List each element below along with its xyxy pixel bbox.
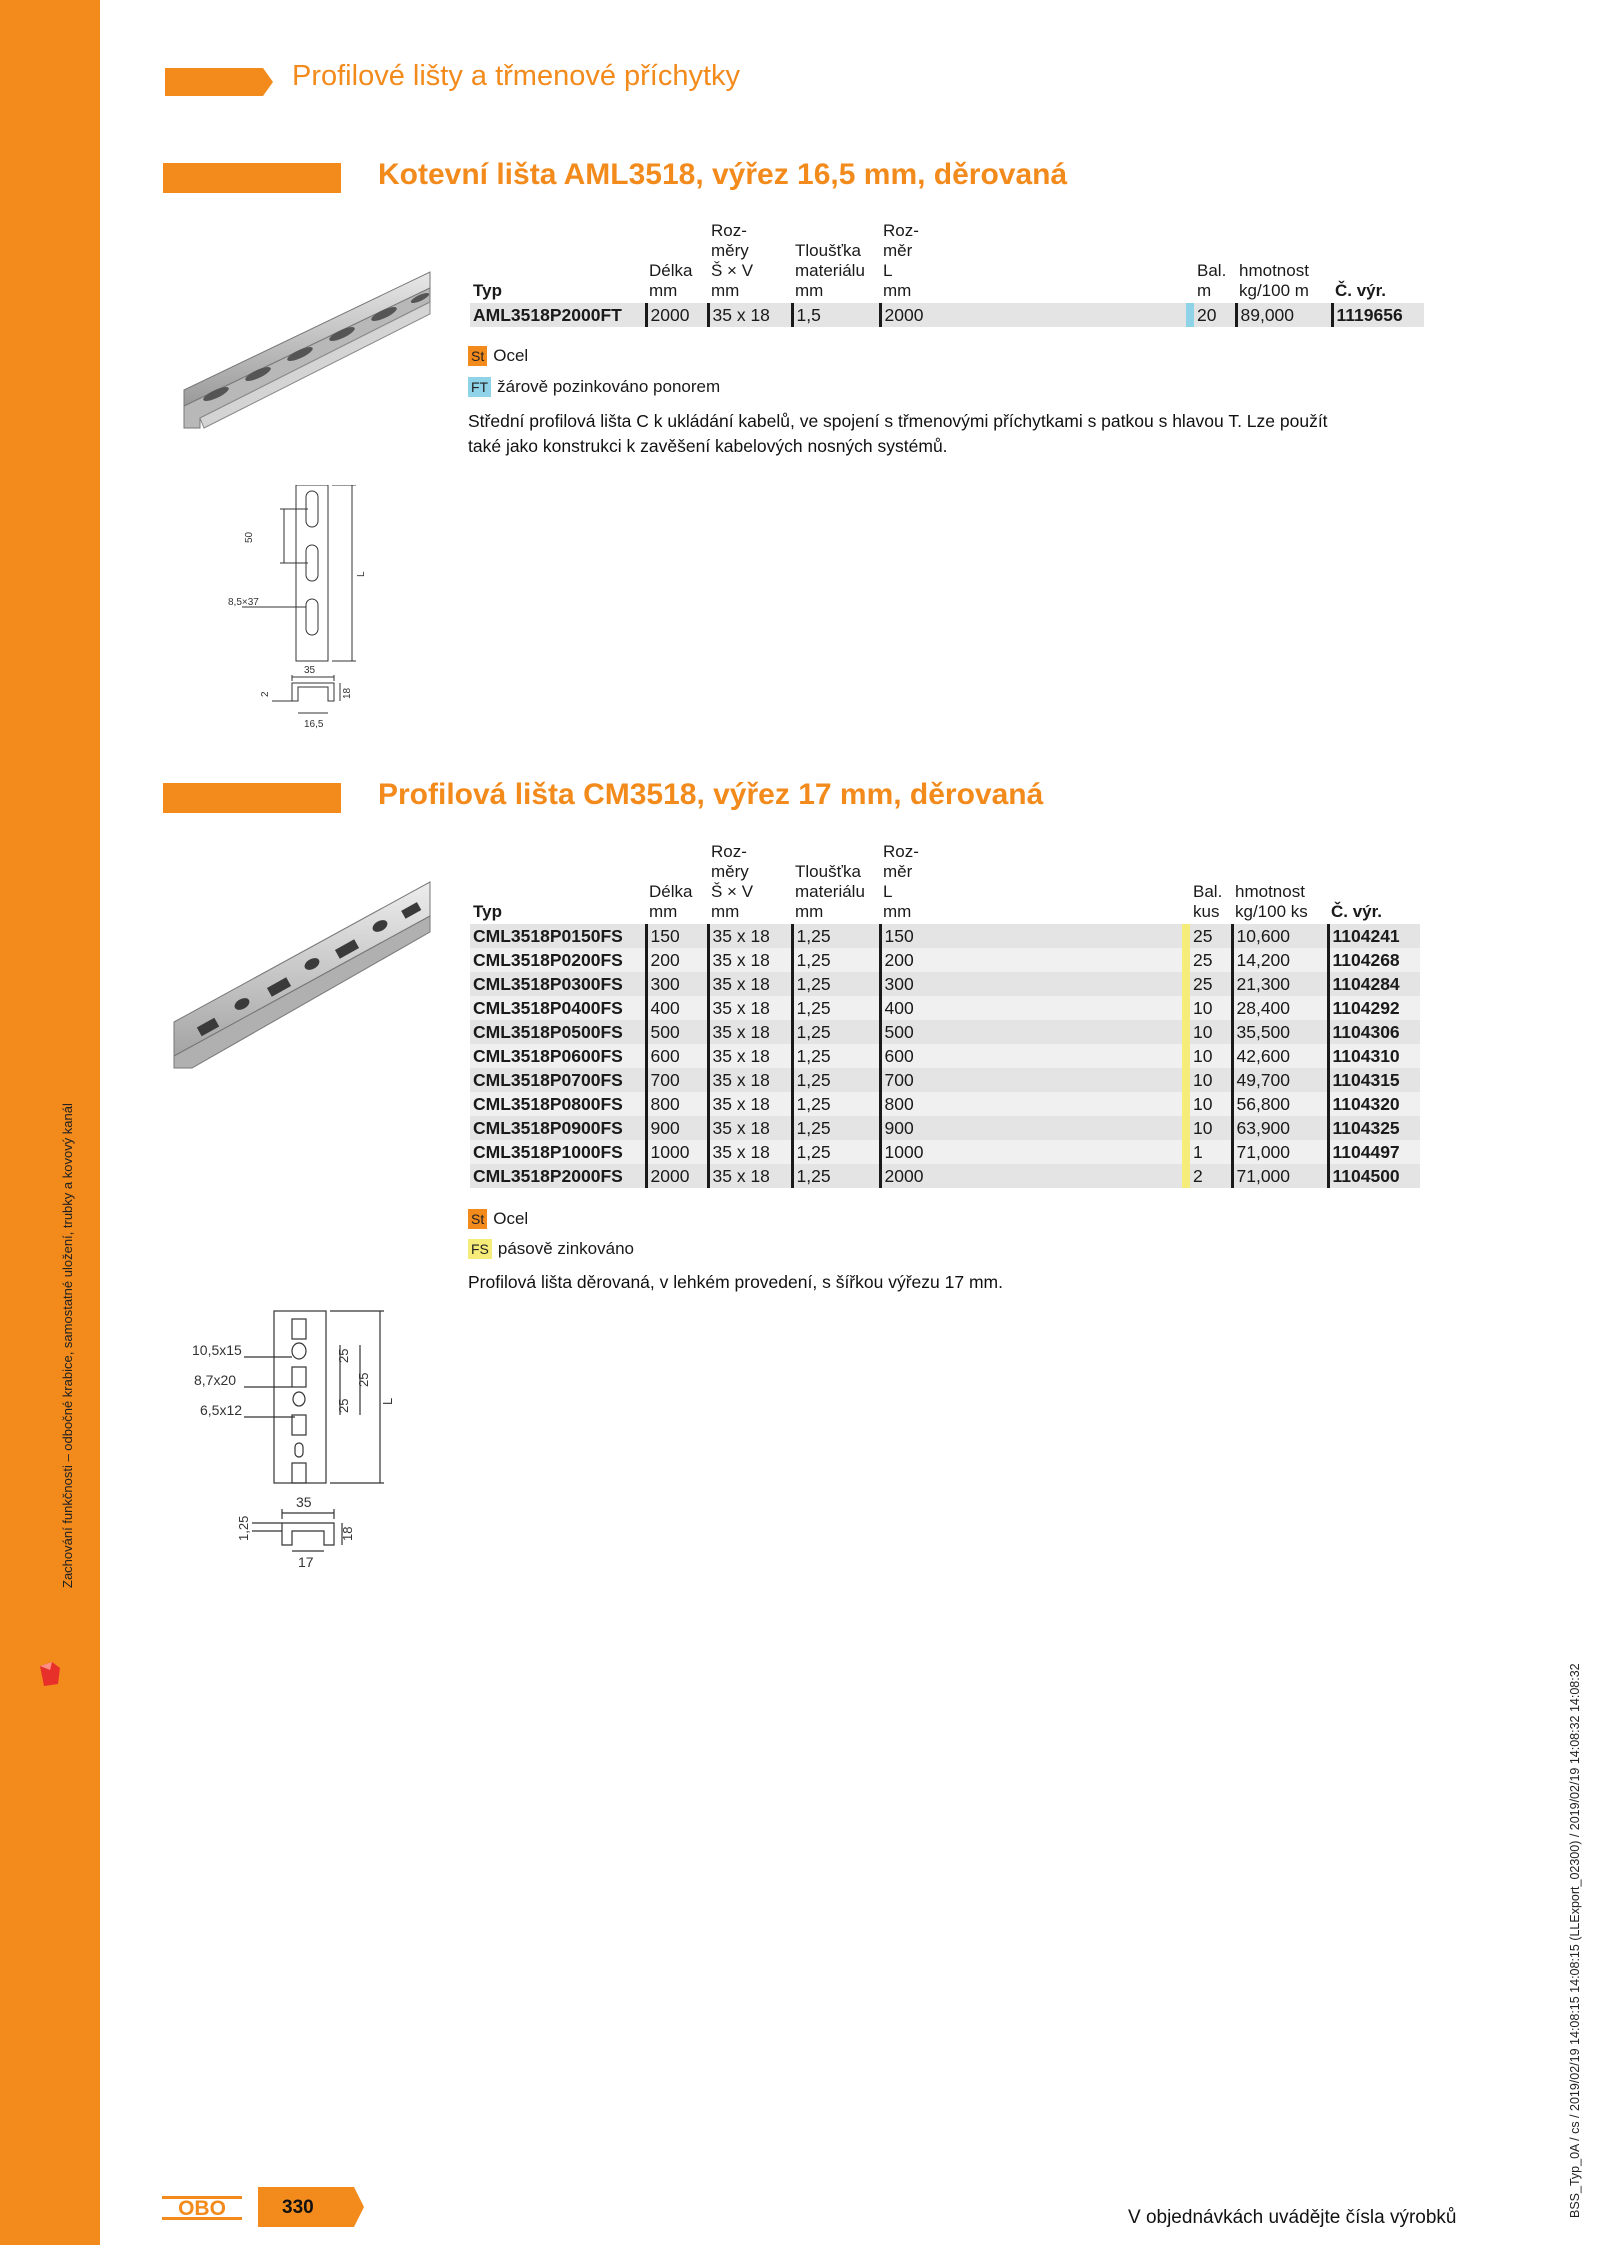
cell-delka: 200 xyxy=(646,948,708,972)
cell-bal: 10 xyxy=(1190,1044,1232,1068)
col-rozmery: Roz- měry Š × V mm xyxy=(711,221,754,300)
product-image xyxy=(180,258,440,433)
finish-marker xyxy=(1182,1092,1190,1116)
cell-delka: 400 xyxy=(646,996,708,1020)
col-hmotnost: hmotnost kg/100 m xyxy=(1239,261,1309,300)
export-stamp: BSS_Typ_0A / cs / 2019/02/19 14:08:15 14:08:15 (LLExport_02300) / 2019/02/19 14:08:32 14:08:32 xyxy=(1568,1663,1582,2218)
spec-table xyxy=(470,842,1420,1188)
cell-typ: CML3518P0150FS xyxy=(470,924,646,948)
finish-marker xyxy=(1182,1044,1190,1068)
cell-tloustka: 1,25 xyxy=(792,996,880,1020)
dim-width: 35 xyxy=(296,1494,312,1510)
col-cvyr: Č. výr. xyxy=(1331,902,1383,921)
col-cvyr: Č. výr. xyxy=(1335,281,1387,300)
dim-pitch: 25 xyxy=(336,1348,351,1363)
finish-marker xyxy=(1182,1068,1190,1092)
cell-rozmery: 35 x 18 xyxy=(708,972,792,996)
finish-marker xyxy=(1182,1116,1190,1140)
cell-tloustka: 1,25 xyxy=(792,948,880,972)
sidebar-chapter-text: Zachování funkčnosti – odbočné krabice, samostatné uložení, trubky a kovový kanál xyxy=(60,1103,75,1588)
dim-opening: 16,5 xyxy=(304,719,324,730)
cell-tloustka: 1,25 xyxy=(792,1092,880,1116)
cell-l: 600 xyxy=(880,1044,1182,1068)
cell-l: 800 xyxy=(880,1092,1182,1116)
table-row xyxy=(470,996,1420,1020)
table-row: AML3518P2000FT 2000 35 x 18 1,5 2000 20 89,000 1119656 xyxy=(470,303,1424,327)
cell-bal: 25 xyxy=(1190,924,1232,948)
table-row xyxy=(470,924,1420,948)
table-row xyxy=(470,1140,1420,1164)
col-rozmery: Roz- měry Š × V mm xyxy=(711,842,754,921)
cell-l: 500 xyxy=(880,1020,1182,1044)
cell-typ: CML3518P0300FS xyxy=(470,972,646,996)
cell-rozmery: 35 x 18 xyxy=(708,1092,792,1116)
col-typ: Typ xyxy=(473,281,502,300)
cell-tloustka: 1,25 xyxy=(792,1164,880,1188)
legend-code: St xyxy=(468,346,487,366)
cell-typ: CML3518P0400FS xyxy=(470,996,646,1020)
legend-text: pásově zinkováno xyxy=(497,1239,634,1258)
cell-hmotnost: 35,500 xyxy=(1232,1020,1328,1044)
section-title: Profilová lišta CM3518, výřez 17 mm, děrovaná xyxy=(378,778,1044,811)
cell-cvyr: 1104306 xyxy=(1328,1020,1420,1044)
table-row xyxy=(470,1044,1420,1068)
cell-hmotnost: 14,200 xyxy=(1232,948,1328,972)
cell-typ: CML3518P0500FS xyxy=(470,1020,646,1044)
legend-finish xyxy=(468,377,720,397)
cell-bal: 25 xyxy=(1190,948,1232,972)
cell-bal: 2 xyxy=(1190,1164,1232,1188)
cell-delka: 500 xyxy=(646,1020,708,1044)
header-arrow xyxy=(165,68,273,96)
cell-l: 900 xyxy=(880,1116,1182,1140)
product-description: Střední profilová lišta C k ukládání kabelů, ve spojení s třmenovými příchytkami s patkou s hlavou T. Lze použít také jako konstrukci k zavěšení kabelových nosných systémů. xyxy=(468,411,1328,456)
cell-tloustka: 1,25 xyxy=(792,1140,880,1164)
finish-marker xyxy=(1182,924,1190,948)
technical-drawing xyxy=(228,485,378,745)
section-bar xyxy=(163,163,341,193)
table-row xyxy=(470,1164,1420,1188)
dim-width: 35 xyxy=(304,665,316,676)
cell-bal: 10 xyxy=(1190,1068,1232,1092)
cell-hmotnost: 71,000 xyxy=(1232,1140,1328,1164)
spec-table xyxy=(470,221,1424,327)
legend-text: Ocel xyxy=(493,346,529,365)
finish-marker xyxy=(1186,303,1194,327)
col-tloustka: Tloušťka materiálu mm xyxy=(795,241,865,300)
col-rozmer-l: Roz- měr L mm xyxy=(883,221,919,300)
legend-code: FS xyxy=(468,1239,492,1259)
finish-marker xyxy=(1182,1020,1190,1044)
cell-rozmery: 35 x 18 xyxy=(708,996,792,1020)
cell-hmotnost: 56,800 xyxy=(1232,1092,1328,1116)
cell-hmotnost: 71,000 xyxy=(1232,1164,1328,1188)
cell-tloustka: 1,25 xyxy=(792,972,880,996)
cell-l: 150 xyxy=(880,924,1182,948)
cell-cvyr: 1104310 xyxy=(1328,1044,1420,1068)
cell-rozmery: 35 x 18 xyxy=(708,1140,792,1164)
cell-typ: CML3518P0200FS xyxy=(470,948,646,972)
cell-hmotnost: 10,600 xyxy=(1232,924,1328,948)
cell-hmotnost: 63,900 xyxy=(1232,1116,1328,1140)
cell-rozmery: 35 x 18 xyxy=(708,1164,792,1188)
col-hmotnost: hmotnost kg/100 ks xyxy=(1235,882,1308,921)
cell-hmotnost: 49,700 xyxy=(1232,1068,1328,1092)
chapter-icon xyxy=(38,1658,62,1688)
cell-l: 700 xyxy=(880,1068,1182,1092)
cell-tloustka: 1,25 xyxy=(792,1044,880,1068)
cell-tloustka: 1,25 xyxy=(792,1116,880,1140)
page-number: 330 xyxy=(282,2197,314,2218)
dim-slot1: 10,5x15 xyxy=(192,1342,242,1358)
dim-pitch: 25 xyxy=(356,1372,371,1387)
cell-l: 1000 xyxy=(880,1140,1182,1164)
cell-delka: 600 xyxy=(646,1044,708,1068)
cell-tloustka: 1,25 xyxy=(792,1020,880,1044)
dim-thickness: 1,25 xyxy=(236,1515,251,1541)
table-row xyxy=(470,1020,1420,1044)
cell-bal: 10 xyxy=(1190,1020,1232,1044)
cell-delka: 1000 xyxy=(646,1140,708,1164)
cell-hmotnost: 28,400 xyxy=(1232,996,1328,1020)
table-row xyxy=(470,1116,1420,1140)
dim-slot3: 6,5x12 xyxy=(200,1402,243,1418)
obo-logo xyxy=(162,2194,242,2222)
col-typ: Typ xyxy=(473,902,502,921)
cell-l: 200 xyxy=(880,948,1182,972)
finish-marker xyxy=(1182,948,1190,972)
technical-drawing xyxy=(192,1305,412,1605)
cell-bal: 10 xyxy=(1190,1116,1232,1140)
cell-hmotnost: 21,300 xyxy=(1232,972,1328,996)
cell-l: 400 xyxy=(880,996,1182,1020)
table-row xyxy=(470,948,1420,972)
cell-typ: CML3518P0700FS xyxy=(470,1068,646,1092)
cell-l: 300 xyxy=(880,972,1182,996)
dim-pitch: 25 xyxy=(336,1398,351,1413)
section-bar xyxy=(163,783,341,813)
cell-rozmery: 35 x 18 xyxy=(708,1116,792,1140)
cell-delka: 900 xyxy=(646,1116,708,1140)
cell-cvyr: 1104500 xyxy=(1328,1164,1420,1188)
dim-slot: 8,5×37 xyxy=(228,597,259,608)
cell-bal: 1 xyxy=(1190,1140,1232,1164)
section-title: Kotevní lišta AML3518, výřez 16,5 mm, děrovaná xyxy=(378,158,1068,191)
col-rozmer-l: Roz- měr L mm xyxy=(883,842,919,921)
cell-bal: 10 xyxy=(1190,996,1232,1020)
legend-code: FT xyxy=(468,377,491,397)
finish-marker xyxy=(1182,996,1190,1020)
cell-bal: 10 xyxy=(1190,1092,1232,1116)
finish-marker xyxy=(1182,1140,1190,1164)
cell-cvyr: 1104497 xyxy=(1328,1140,1420,1164)
cell-delka: 700 xyxy=(646,1068,708,1092)
footer-note: V objednávkách uvádějte čísla výrobků xyxy=(1128,2207,1457,2228)
col-delka: Délka mm xyxy=(649,261,693,300)
cell-cvyr: 1104292 xyxy=(1328,996,1420,1020)
cell-typ: CML3518P2000FS xyxy=(470,1164,646,1188)
col-bal: Bal. kus xyxy=(1193,882,1223,921)
cell-cvyr: 1104284 xyxy=(1328,972,1420,996)
legend-text: Ocel xyxy=(493,1209,529,1228)
cell-cvyr: 1104320 xyxy=(1328,1092,1420,1116)
cell-delka: 150 xyxy=(646,924,708,948)
cell-rozmery: 35 x 18 xyxy=(708,948,792,972)
table-row xyxy=(470,972,1420,996)
dim-pitch: 50 xyxy=(244,531,255,543)
col-bal: Bal. m xyxy=(1197,261,1227,300)
cell-cvyr: 1104241 xyxy=(1328,924,1420,948)
cell-delka: 800 xyxy=(646,1092,708,1116)
finish-marker xyxy=(1182,972,1190,996)
cell-rozmery: 35 x 18 xyxy=(708,1020,792,1044)
cell-typ: CML3518P0800FS xyxy=(470,1092,646,1116)
legend-text: žárově pozinkováno ponorem xyxy=(497,377,721,396)
cell-delka: 300 xyxy=(646,972,708,996)
cell-delka: 2000 xyxy=(646,1164,708,1188)
dim-height: 18 xyxy=(342,687,353,699)
table-row xyxy=(470,1068,1420,1092)
legend-code: St xyxy=(468,1209,487,1229)
sidebar-band xyxy=(0,0,100,2245)
cell-cvyr: 1104268 xyxy=(1328,948,1420,972)
dim-slot2: 8,7x20 xyxy=(194,1372,237,1388)
cell-rozmery: 35 x 18 xyxy=(708,924,792,948)
col-tloustka: Tloušťka materiálu mm xyxy=(795,862,865,921)
dim-thickness: 2 xyxy=(260,691,271,697)
finish-marker xyxy=(1182,1164,1190,1188)
dim-length: L xyxy=(356,571,367,577)
dim-height: 18 xyxy=(340,1526,355,1541)
product-image xyxy=(168,872,438,1072)
table-row xyxy=(470,1092,1420,1116)
cell-bal: 25 xyxy=(1190,972,1232,996)
legend-material xyxy=(468,346,528,366)
cell-hmotnost: 42,600 xyxy=(1232,1044,1328,1068)
product-description: Profilová lišta děrovaná, v lehkém provedení, s šířkou výřezu 17 mm. xyxy=(468,1272,1003,1292)
cell-typ: CML3518P0600FS xyxy=(470,1044,646,1068)
cell-typ: CML3518P0900FS xyxy=(470,1116,646,1140)
cell-cvyr: 1104315 xyxy=(1328,1068,1420,1092)
cell-rozmery: 35 x 18 xyxy=(708,1068,792,1092)
page-title: Profilové lišty a třmenové příchytky xyxy=(292,60,741,92)
cell-tloustka: 1,25 xyxy=(792,924,880,948)
cell-cvyr: 1104325 xyxy=(1328,1116,1420,1140)
dim-opening: 17 xyxy=(298,1554,314,1570)
cell-rozmery: 35 x 18 xyxy=(708,1044,792,1068)
cell-tloustka: 1,25 xyxy=(792,1068,880,1092)
legend-finish xyxy=(468,1239,634,1259)
col-delka: Délka mm xyxy=(649,882,693,921)
legend-material xyxy=(468,1209,528,1229)
dim-length: L xyxy=(380,1397,395,1405)
cell-l: 2000 xyxy=(880,1164,1182,1188)
cell-typ: CML3518P1000FS xyxy=(470,1140,646,1164)
svg-text:OBO: OBO xyxy=(178,2197,226,2220)
